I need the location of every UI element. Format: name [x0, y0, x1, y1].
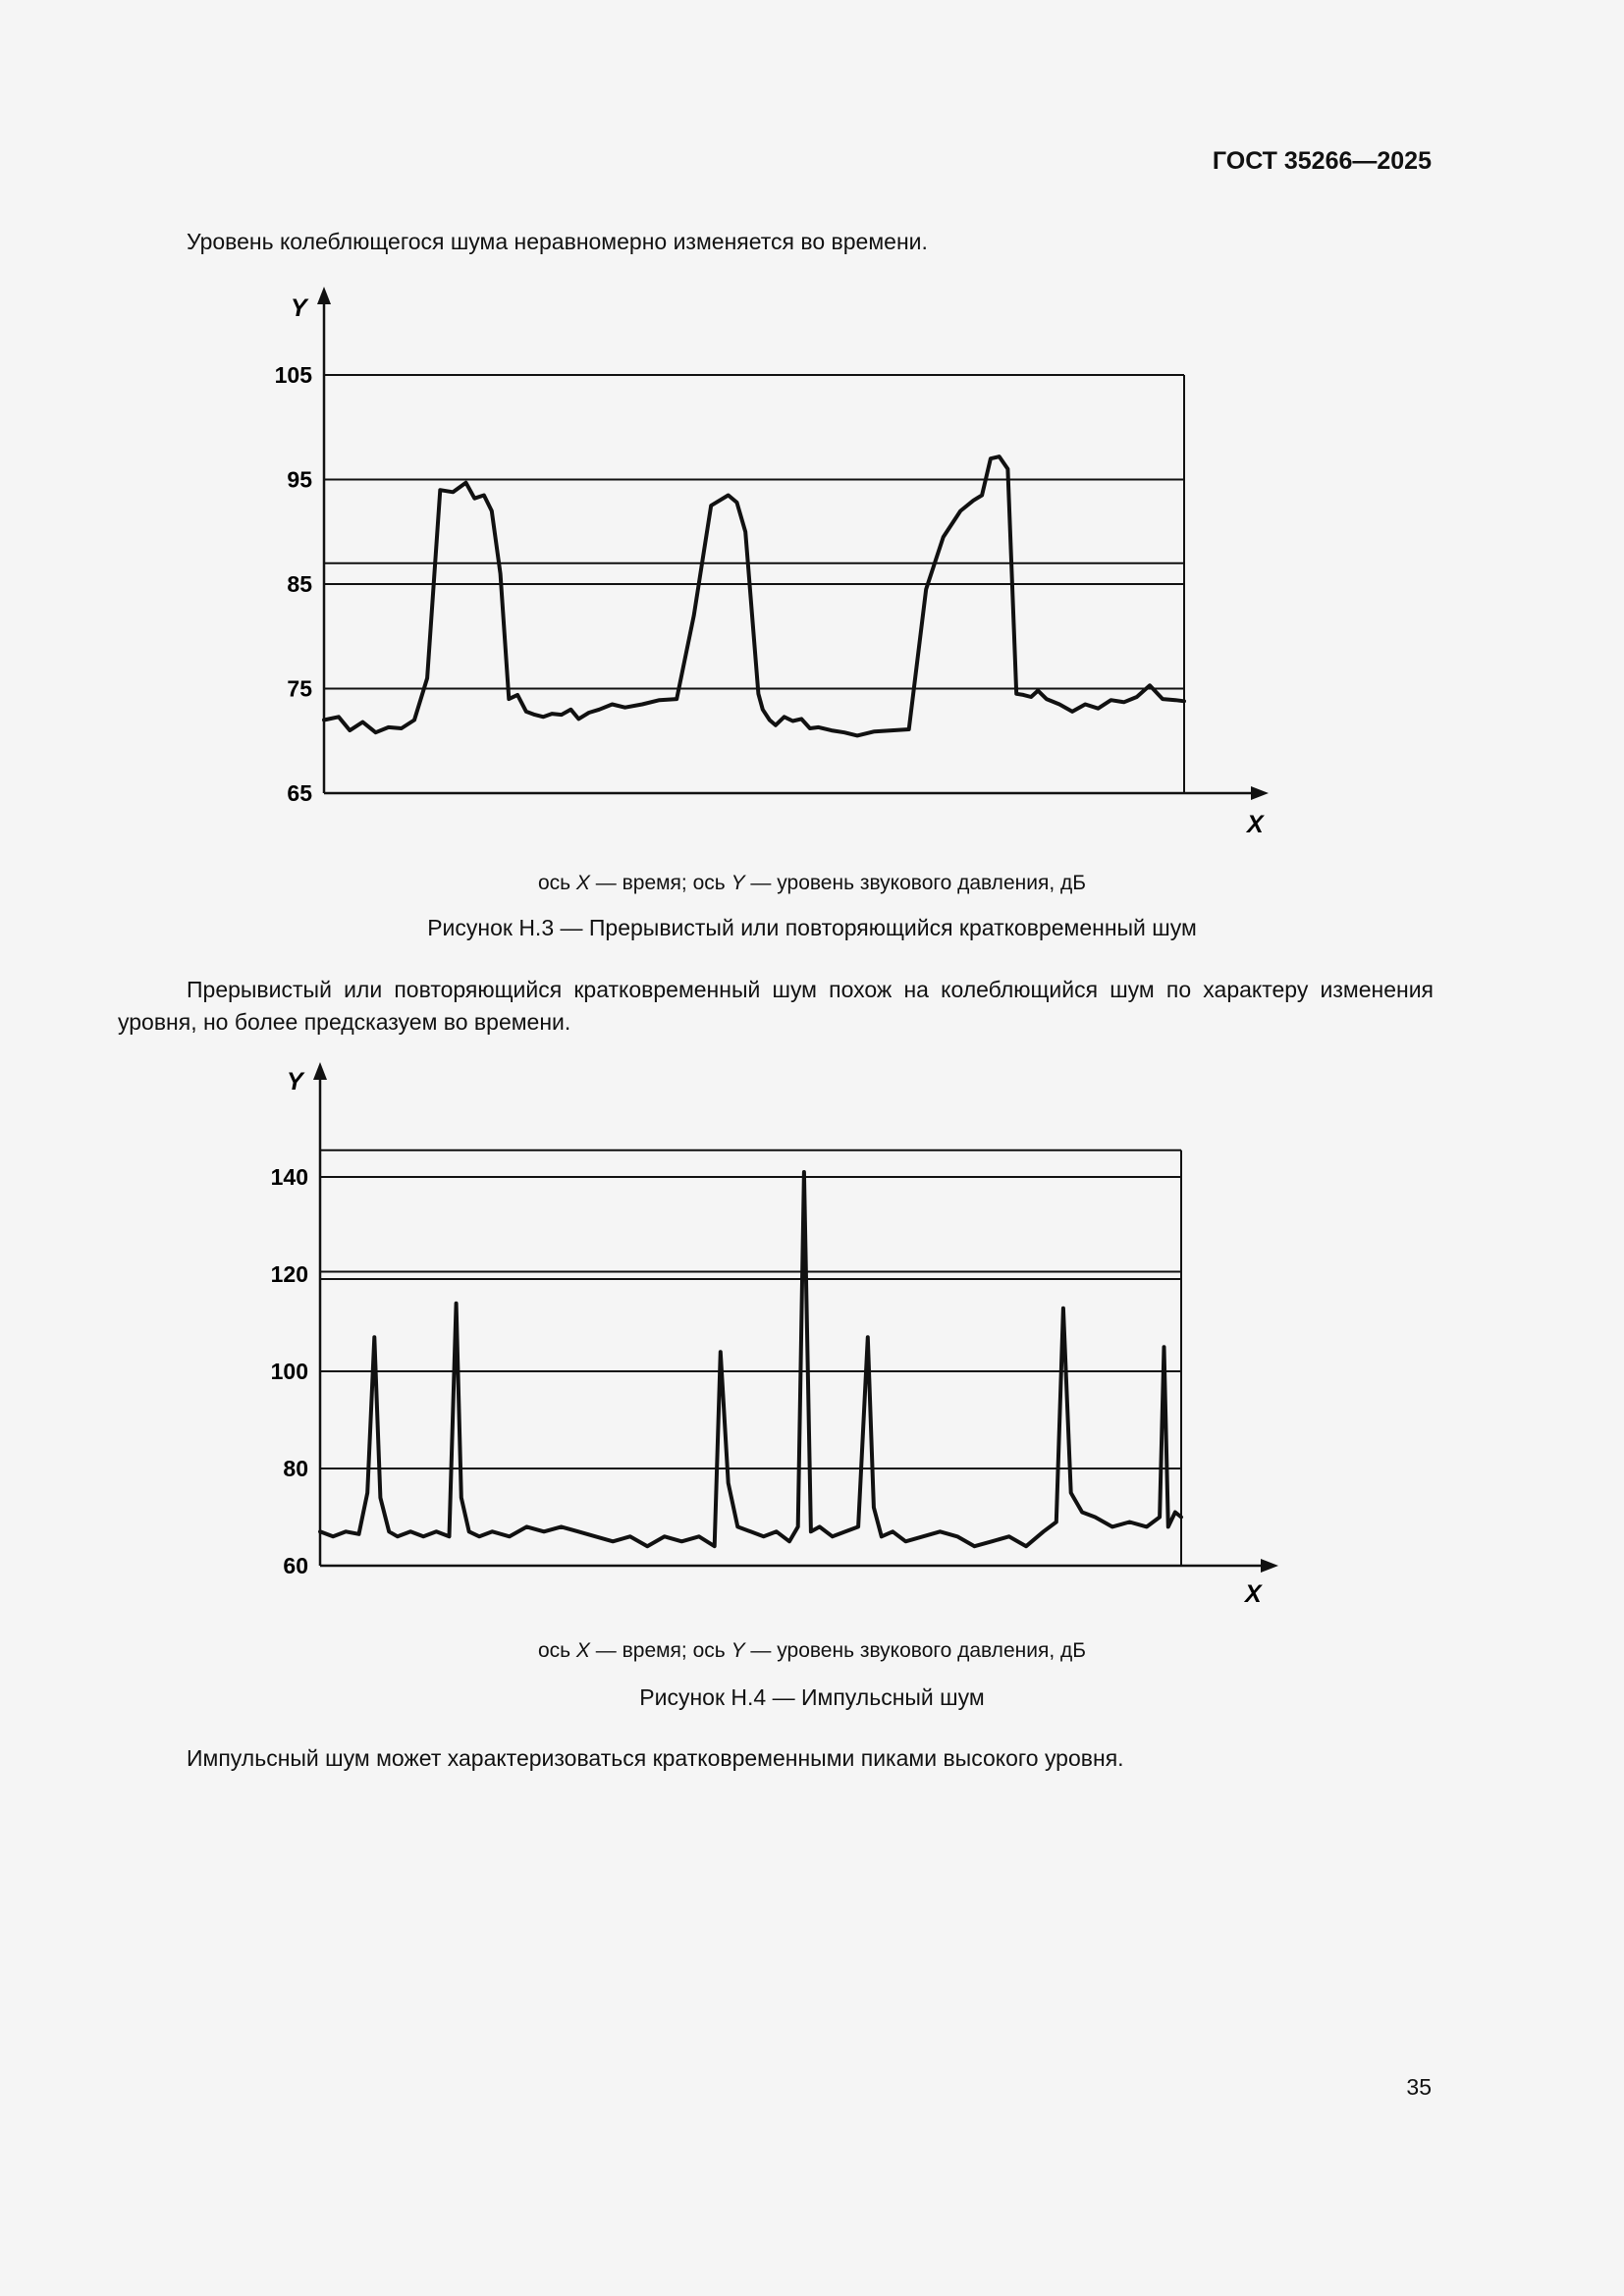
- y-tick-label: 100: [270, 1359, 308, 1384]
- chart2-tick-labels: [271, 1164, 308, 1578]
- chart2-axes: [287, 1062, 1278, 1608]
- chart2-reference-lines: [320, 1150, 1181, 1468]
- page-number: 35: [1406, 2074, 1432, 2100]
- y-axis-label: Y: [291, 294, 307, 322]
- y-tick-label: 80: [283, 1456, 308, 1481]
- document-number: ГОСТ 35266—2025: [1212, 147, 1432, 175]
- y-tick-label: 75: [287, 675, 312, 702]
- figure1-legend: ось X — время; ось Y — уровень звукового давления, дБ: [537, 872, 1087, 894]
- x-axis-arrow: [1261, 1559, 1278, 1573]
- y-tick-label: 105: [274, 362, 312, 388]
- y-tick-label: 95: [287, 466, 312, 493]
- y-axis-arrow: [313, 1062, 327, 1080]
- figure2-caption: Рисунок Н.4 — Импульсный шум: [639, 1684, 985, 1710]
- y-axis-label: Y: [287, 1068, 303, 1095]
- x-axis-label: X: [1245, 1580, 1262, 1608]
- paragraph-impulse-noise: Импульсный шум может характеризоваться кратковременными пиками высокого уровня.: [187, 1745, 1124, 1771]
- paragraph-intermittent-noise: Прерывистый или повторяющийся кратковременный шум похож на колеблющийся шум по характеру изменения уровня, но более предсказуем во времени.: [118, 977, 1434, 1035]
- y-tick-label: 60: [283, 1553, 308, 1578]
- y-tick-label: 85: [287, 571, 312, 597]
- paragraph-fluctuating-noise: Уровень колеблющегося шума неравномерно изменяется во времени.: [187, 229, 928, 254]
- y-tick-label: 120: [270, 1261, 308, 1287]
- y-tick-label: 140: [270, 1164, 308, 1190]
- figure2-legend: ось X — время; ось Y — уровень звукового давления, дБ: [537, 1639, 1087, 1662]
- series-line: [320, 1172, 1181, 1546]
- x-axis-label: X: [1247, 811, 1264, 838]
- chart2-series: [320, 1172, 1181, 1546]
- y-tick-label: 65: [287, 780, 312, 806]
- figure1-caption: Рисунок Н.3 — Прерывистый или повторяющийся кратковременный шум: [427, 915, 1197, 940]
